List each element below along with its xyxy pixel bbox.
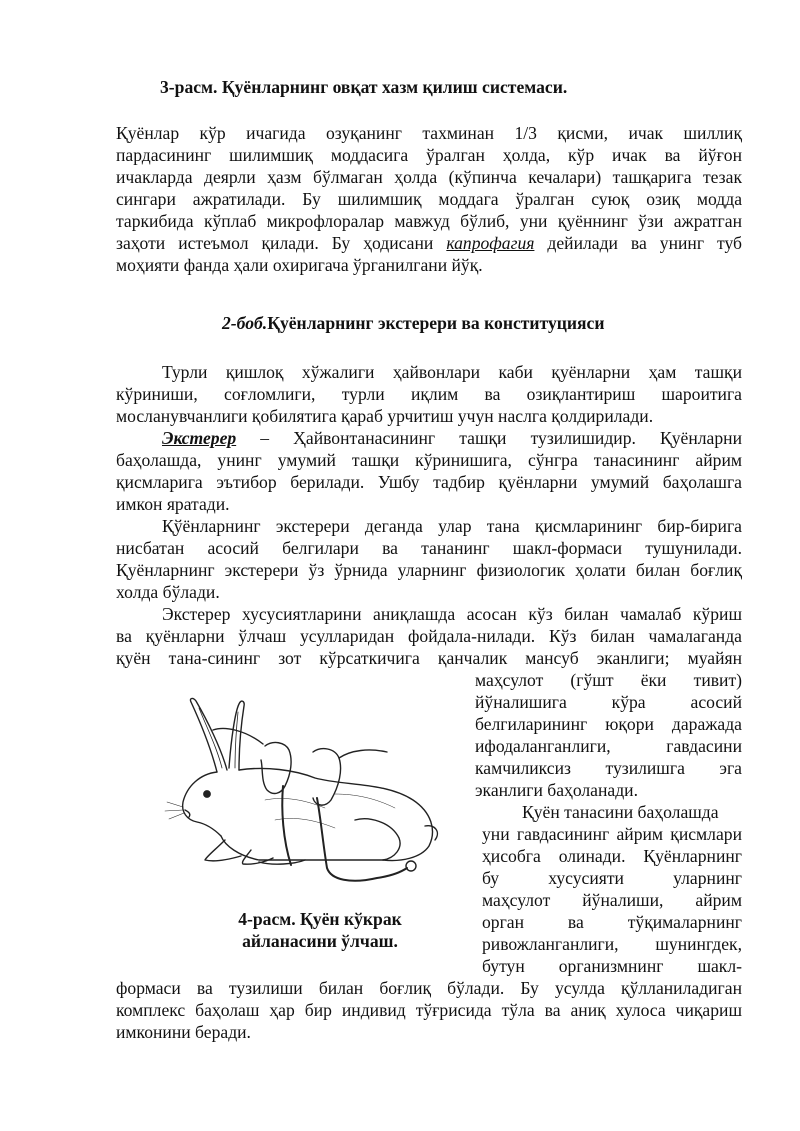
p5-line: ва қуёнларни ўлчаш усулларидан фойдала-нилади. Кўз билан чамалаганда [116, 626, 742, 646]
p6-line: Қуён танасини баҳолашда [522, 802, 719, 822]
p1-line: пардасининг шилимшиқ моддасига ўралган ҳолда, кўр ичак ва йўғон [116, 145, 742, 165]
p5-line: камчиликсиз тузилишга эга [475, 758, 742, 778]
p1-line-part: дейилади ва унинг туб [547, 233, 742, 253]
p3-line [162, 427, 742, 449]
p6-line: комплекс баҳолаш ҳар бир индивид тўғрисида тўла ва аниқ хулоса чиқариш [116, 1000, 742, 1020]
p6-line: ривожланганлиги, шунингдек, [482, 934, 742, 954]
figure-3-caption: 3-расм. Қуёнларнинг овқат хазм қилиш системаси. [160, 77, 568, 97]
p4-line: Қўёнларнинг экстерери деганда улар тана қисмларининг бир-бирига [162, 516, 742, 536]
p6-line: бу хусусияти уларнинг [482, 868, 742, 888]
p5-line: эканлиги баҳоланади. [475, 780, 638, 800]
p1-line: сингари ажратилади. Бу шилимшиқ моддага ўралган суюқ озиқ модда [116, 189, 742, 209]
p3-line: имкон яратади. [116, 494, 230, 514]
chapter-heading [222, 312, 604, 334]
p6-line: орган ва тўқималарнинг [482, 912, 742, 932]
p5-line: йўналишига кўра асосий [475, 692, 742, 712]
p1-line: таркибида кўплаб микрофлоралар мавжуд бўлиб, уни қуённинг ўзи ажратган [116, 211, 742, 231]
p1-line-part: заҳоти истеъмол қилади. Бу ҳодисани [116, 233, 434, 253]
p2-line: Турли қишлоқ хўжалиги ҳайвонлари каби қуёнларни ҳам ташқи [162, 362, 742, 382]
p5-line: белгиларининг юқори даражада [475, 714, 742, 734]
p1-line: Қуёнлар кўр ичагида озуқанинг тахминан 1/3 қисми, ичак шиллиқ [116, 123, 742, 143]
p6-line: имконини беради. [116, 1022, 251, 1042]
p6-line: уни гавдасининг айрим қисмлари [482, 824, 742, 844]
p6-line: ҳисобга олинади. Қуёнларнинг [482, 846, 742, 866]
p3-line: баҳолашда, унинг умумий ташқи кўринишига, сўнгра танасининг айрим [116, 450, 742, 470]
p1-line: моҳияти фанда ҳали охиригача ўрганилгани йўқ. [116, 255, 483, 275]
p3-line-part: – Ҳайвонтанасининг ташқи тузилишидир. Қуёнларни [236, 428, 742, 448]
p5-line: қуён тана-сининг зот кўрсаткичига қанчалик мансуб эканлиги; муайян [116, 648, 742, 668]
term-koprofagia: капрофагия [446, 233, 535, 253]
p4-line: холда бўлади. [116, 582, 220, 602]
p1-line [116, 232, 742, 254]
p6-line: маҳсулот йўналиши, айрим [482, 890, 742, 910]
rabbit-measuring-illustration [155, 690, 455, 890]
p5-line: Экстерер хусусиятларини аниқлашда асосан кўз билан чамалаб кўриш [162, 604, 742, 624]
p4-line: нисбатан асосий белгилари ва тананинг шакл-формаси тушунилади. [116, 538, 742, 558]
p5-line: ифодаланганлиги, гавдасини [475, 736, 742, 756]
figure-4-caption-line-1: 4-расм. Қуён кўкрак [238, 909, 402, 929]
p6-line: бутун организмнинг шакл- [482, 956, 742, 976]
p4-line: Қуёнларнинг экстерери ўз ўрнида уларнинг физиологик ҳолати билан боғлиқ [116, 560, 742, 580]
figure-4-caption-line-2: айланасини ўлчаш. [242, 931, 398, 951]
p6-line: формаси ва тузилиши билан боғлиқ бўлади. Бу усулда қўлланиладиган [116, 978, 742, 998]
p1-line: ичакларда деярли ҳазм бўлмаган ҳолда (кўпинча кечалари) ташқарига тезак [116, 167, 742, 187]
p2-line: кўриниши, соғломлиги, турли иқлим ва озиқлантириш шароитига [116, 384, 742, 404]
chapter-title: Қуёнларнинг экстерери ва конституцияси [267, 313, 605, 333]
p2-line: мосланувчанлиги қобилятига қараб урчитиш учун наслга қолдирилади. [116, 406, 654, 426]
p5-line: маҳсулот (гўшт ёки тивит) [475, 670, 742, 690]
p3-line: қисмларига эътибор берилади. Ушбу тадбир қуёнларни умумий баҳолашга [116, 472, 742, 492]
term-exterer: Экстерер [162, 428, 237, 448]
chapter-number: 2-боб. [222, 313, 268, 333]
